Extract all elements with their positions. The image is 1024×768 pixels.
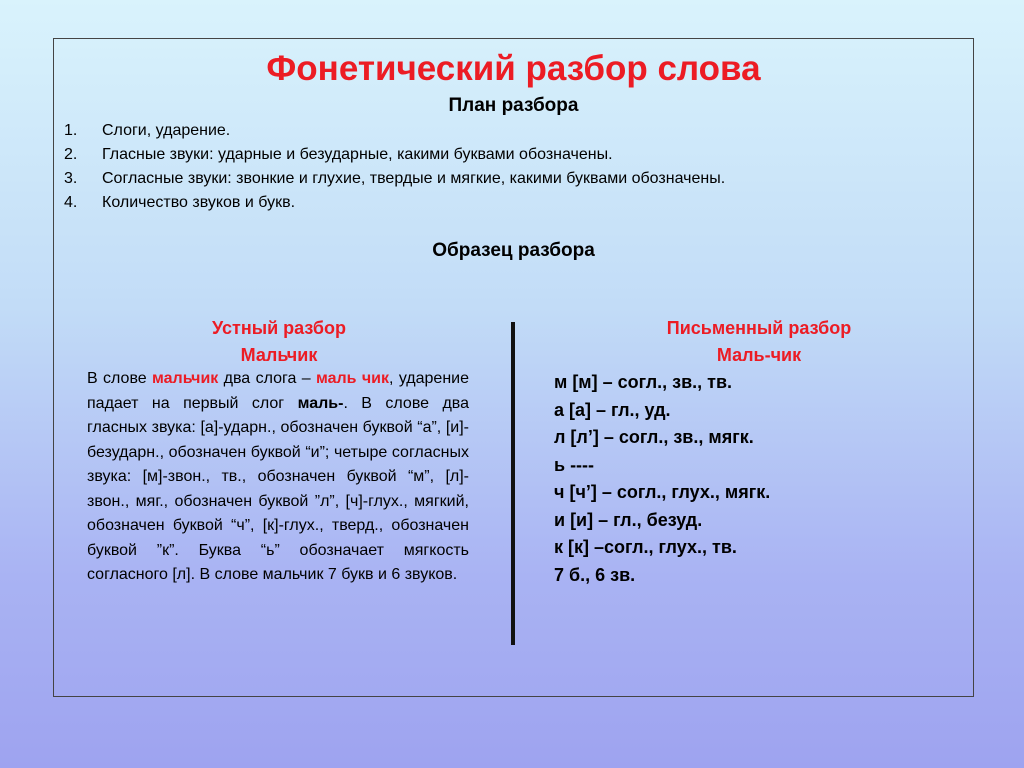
highlighted-syllables: маль чик <box>315 370 390 387</box>
plan-item-text: Слоги, ударение. <box>102 122 231 139</box>
written-analysis-line: а [а] – гл., уд. <box>554 399 671 420</box>
plan-item-text: Количество звуков и букв. <box>102 194 296 211</box>
oral-analysis-title: Устный разбор <box>211 318 347 338</box>
written-analysis-line: ь ---- <box>554 454 595 475</box>
oral-analysis-text <box>87 367 469 588</box>
written-analysis-line: и [и] – гл., безуд. <box>554 509 703 530</box>
plan-item-number: 1. <box>64 122 78 139</box>
plan-item-number: 3. <box>64 170 78 187</box>
plan-item <box>64 191 725 215</box>
oral-text-part: . В слове два гласных звука: [а]-ударн., обозначен буквой “а”, [и]-безударн., обозначен буквой “и”; четыре согласных звука: [м]-звон., тв., обозначен буквой “м”, [л]-звон., мяг., обозначен буквой ”л”, [ч]-глух., мягкий, обозначен буквой “ч”, [к]-глух., тверд., обозначен буквой ”к”. Буква “ь” обозначает мягкость согласного [л]. В слове мальчик 7 букв и 6 звуков. <box>87 394 470 583</box>
plan-list <box>64 119 725 215</box>
slide-title: Фонетический разбор слова <box>266 49 761 88</box>
plan-item <box>64 143 725 167</box>
plan-heading: План разбора <box>448 95 579 116</box>
column-divider <box>511 322 515 645</box>
oral-text-part: , ударение падает на первый слог <box>87 370 469 412</box>
written-analysis-title: Письменный разбор <box>666 318 852 338</box>
plan-item-text: Гласные звуки: ударные и безударные, какими буквами обозначены. <box>102 146 613 163</box>
plan-item <box>64 119 725 143</box>
written-analysis-line: к [к] –согл., глух., тв. <box>554 537 737 557</box>
oral-analysis-heading <box>134 315 424 369</box>
plan-item-number: 4. <box>64 194 78 211</box>
written-analysis-line: ч [ч’] – согл., глух., мягк. <box>554 482 771 502</box>
written-analysis-line: м [м] – согл., зв., тв. <box>554 372 733 392</box>
oral-text-part: два слога – <box>218 370 316 387</box>
slide-frame <box>53 38 974 697</box>
highlighted-word: мальчик <box>152 370 219 387</box>
sample-heading: Образец разбора <box>432 240 595 261</box>
oral-analysis-word: Мальчик <box>240 345 318 365</box>
written-analysis-list <box>554 369 770 589</box>
plan-item-number: 2. <box>64 146 78 163</box>
written-analysis-line: л [л’] – согл., зв., мягк. <box>554 427 754 447</box>
oral-text-part: В слове <box>87 370 153 387</box>
stressed-syllable: маль- <box>297 394 344 412</box>
plan-item-text: Согласные звуки: звонкие и глухие, твердые и мягкие, какими буквами обозначены. <box>102 170 726 187</box>
written-analysis-line: 7 б., 6 зв. <box>554 564 636 585</box>
written-analysis-heading <box>614 315 904 369</box>
plan-item <box>64 167 725 191</box>
written-analysis-word: Маль-чик <box>716 345 802 365</box>
